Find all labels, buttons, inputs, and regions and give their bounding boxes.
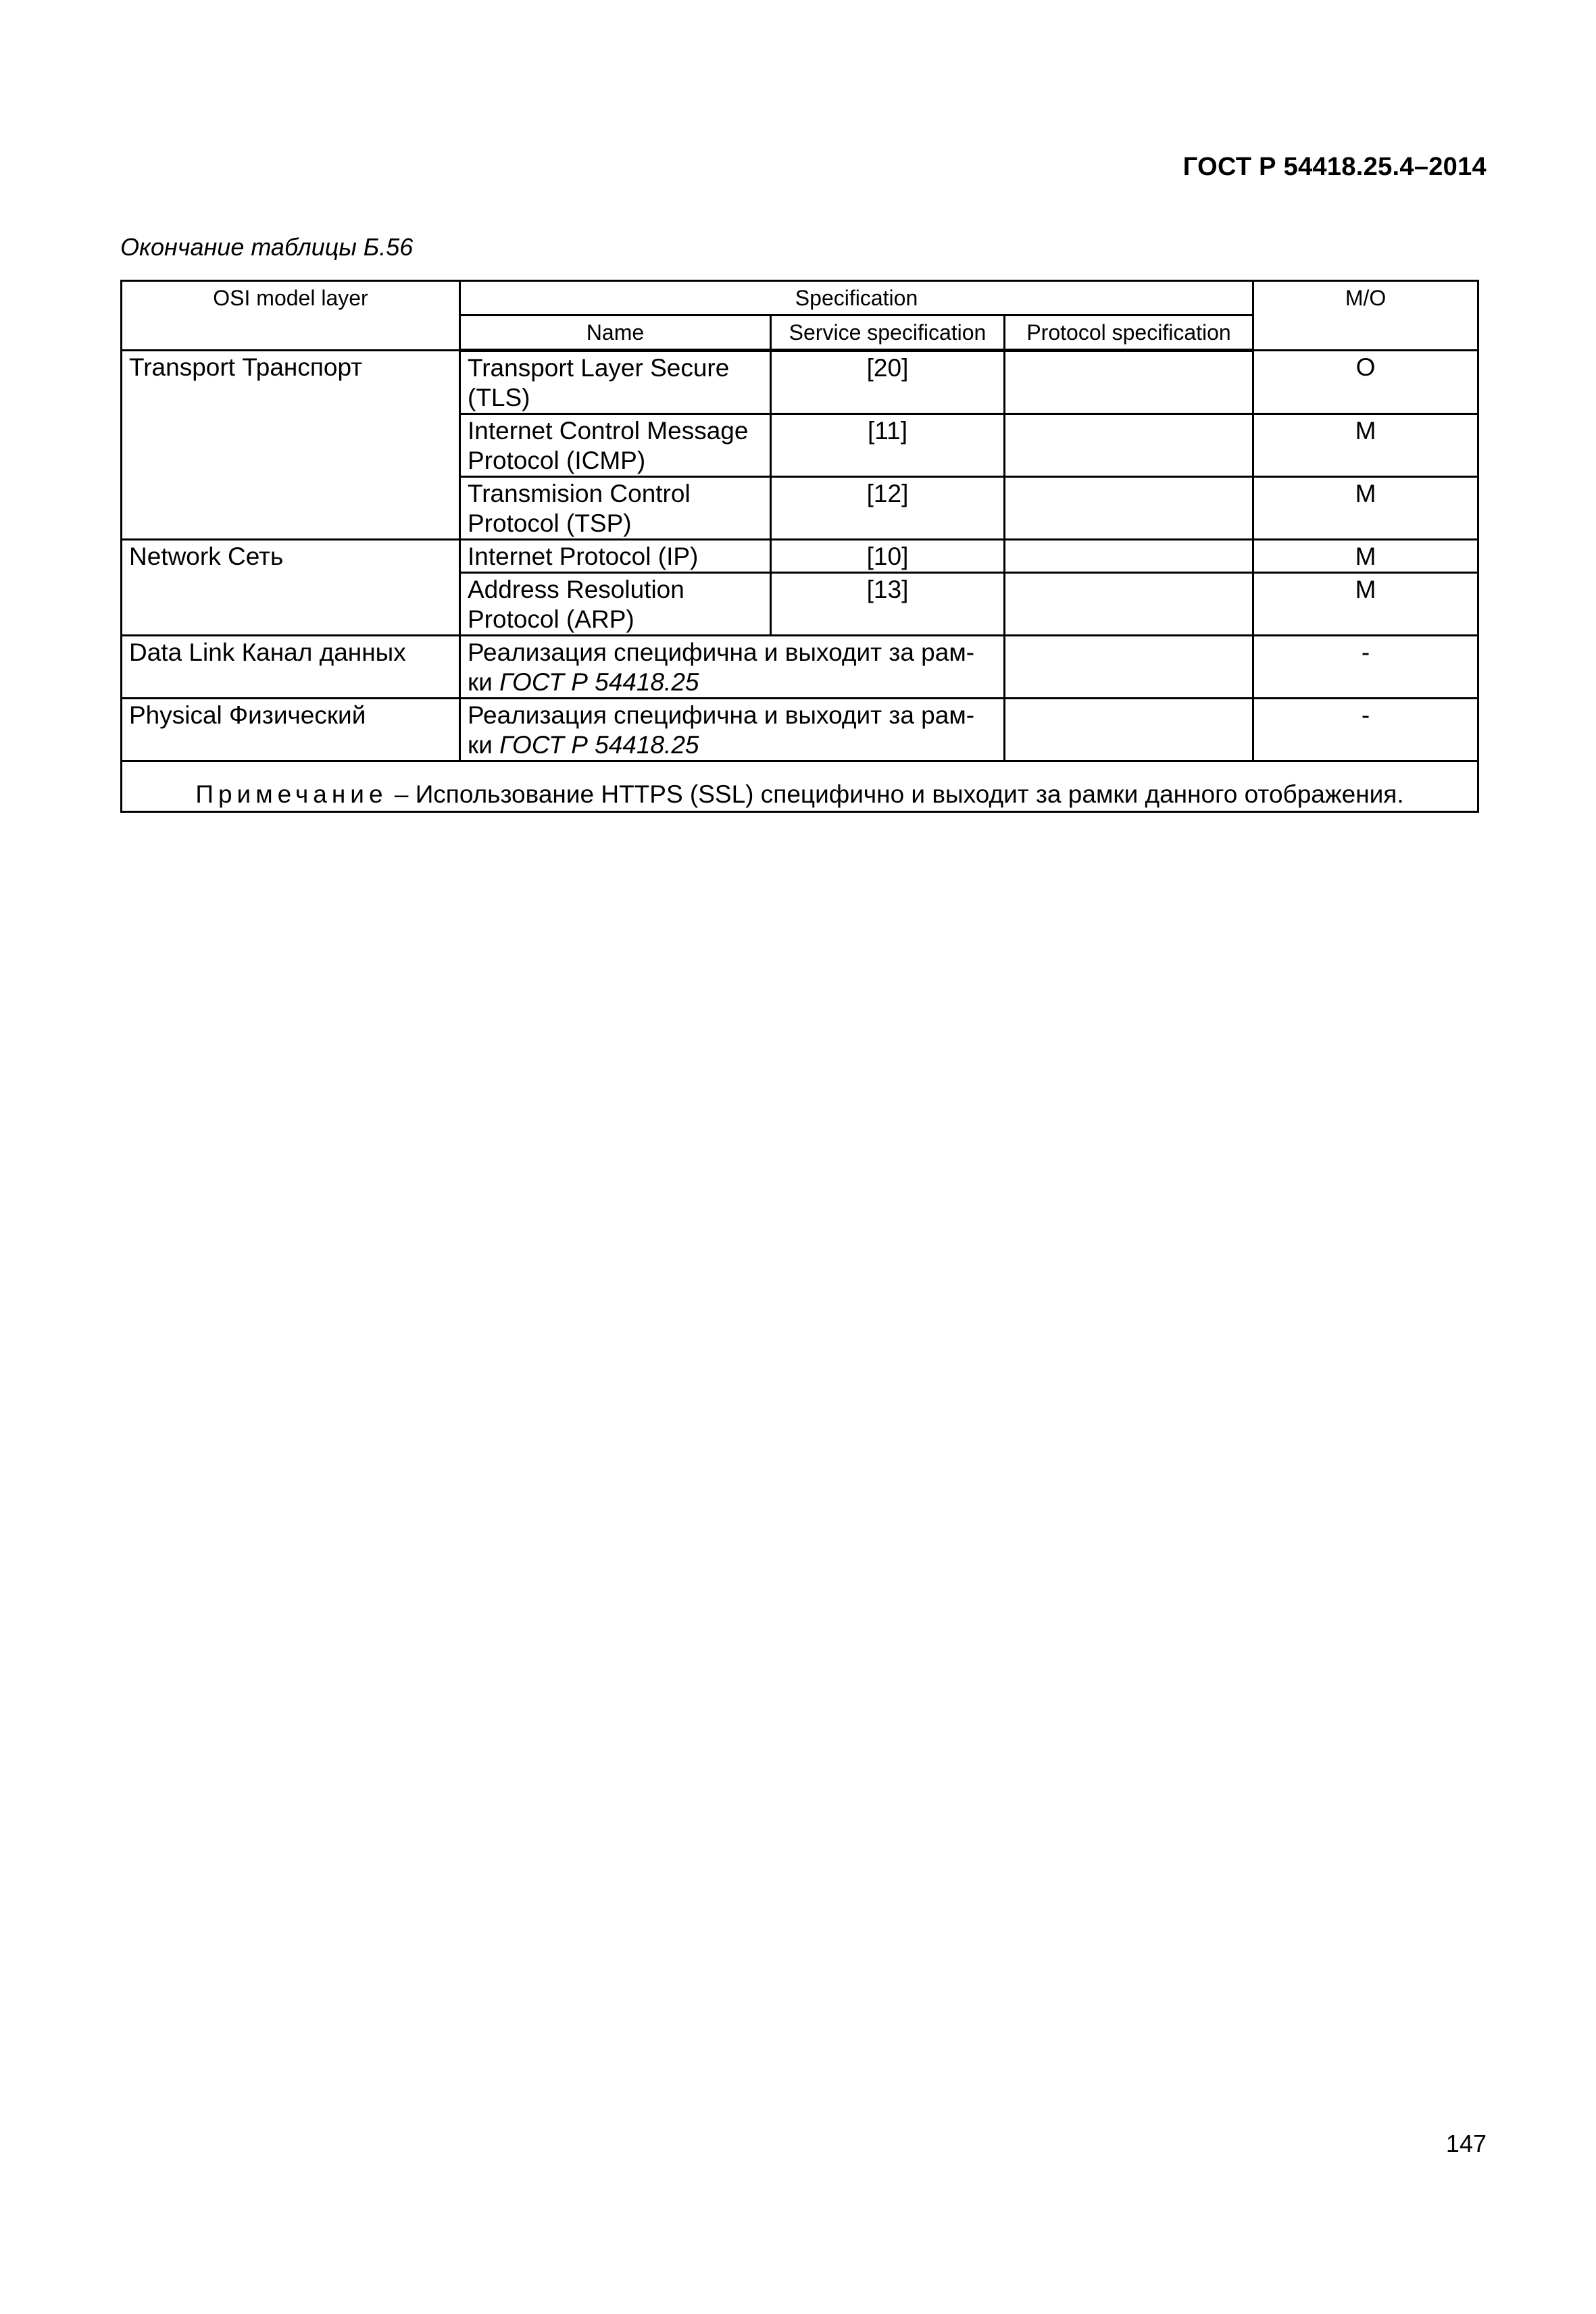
table-note bbox=[122, 761, 1478, 812]
protocol-cell bbox=[1005, 540, 1253, 573]
protocol-cell bbox=[1005, 414, 1253, 477]
layer-cell: Network Сеть bbox=[122, 540, 460, 636]
service-cell: [10] bbox=[771, 540, 1005, 573]
document-code: ГОСТ Р 54418.25.4–2014 bbox=[1182, 153, 1487, 181]
implementation-text: Реализация специфична и выходит за рам-ки bbox=[468, 638, 975, 696]
layer-cell: Transport Транспорт bbox=[122, 351, 460, 540]
implementation-cell bbox=[460, 699, 1005, 761]
name-cell: Address Resolution Protocol (ARP) bbox=[460, 573, 771, 636]
name-cell: Transport Layer Secure (TLS) bbox=[460, 351, 771, 414]
header-name: Name bbox=[460, 316, 771, 351]
name-cell: Internet Control Message Protocol (ICMP) bbox=[460, 414, 771, 477]
specification-table bbox=[120, 280, 1479, 813]
implementation-text: Реализация специфична и выходит за рам-ки bbox=[468, 701, 975, 759]
table-header-row bbox=[122, 281, 1478, 316]
table-row bbox=[122, 699, 1478, 761]
protocol-cell bbox=[1005, 573, 1253, 636]
protocol-cell bbox=[1005, 699, 1253, 761]
mo-cell: - bbox=[1253, 636, 1478, 699]
protocol-cell bbox=[1005, 477, 1253, 540]
service-cell: [20] bbox=[771, 351, 1005, 414]
header-protocol-specification: Protocol specification bbox=[1005, 316, 1253, 351]
mo-cell: O bbox=[1253, 351, 1478, 414]
note-text: – Использование HTTPS (SSL) специфично и выходит за рамки данного отображения. bbox=[387, 780, 1404, 808]
mo-cell: M bbox=[1253, 477, 1478, 540]
mo-cell: - bbox=[1253, 699, 1478, 761]
mo-cell: M bbox=[1253, 573, 1478, 636]
mo-cell: M bbox=[1253, 414, 1478, 477]
layer-cell: Data Link Канал данных bbox=[122, 636, 460, 699]
table-row bbox=[122, 636, 1478, 699]
mo-cell: M bbox=[1253, 540, 1478, 573]
name-cell: Internet Protocol (IP) bbox=[460, 540, 771, 573]
standard-reference: ГОСТ Р 54418.25 bbox=[499, 668, 699, 696]
note-row bbox=[122, 761, 1478, 812]
table-row bbox=[122, 351, 1478, 414]
table-row bbox=[122, 540, 1478, 573]
name-cell: Transmision Control Protocol (TSP) bbox=[460, 477, 771, 540]
table-caption: Окончание таблицы Б.56 bbox=[120, 233, 414, 261]
standard-reference: ГОСТ Р 54418.25 bbox=[499, 731, 699, 759]
protocol-cell bbox=[1005, 351, 1253, 414]
header-specification: Specification bbox=[460, 281, 1253, 316]
header-mo: M/O bbox=[1253, 281, 1478, 351]
layer-cell: Physical Физический bbox=[122, 699, 460, 761]
protocol-cell bbox=[1005, 636, 1253, 699]
header-service-specification: Service specification bbox=[771, 316, 1005, 351]
service-cell: [12] bbox=[771, 477, 1005, 540]
page-number: 147 bbox=[1445, 2130, 1487, 2157]
header-osi-layer: OSI model layer bbox=[122, 281, 460, 351]
note-label: Примечание bbox=[195, 780, 388, 808]
service-cell: [13] bbox=[771, 573, 1005, 636]
implementation-cell bbox=[460, 636, 1005, 699]
service-cell: [11] bbox=[771, 414, 1005, 477]
